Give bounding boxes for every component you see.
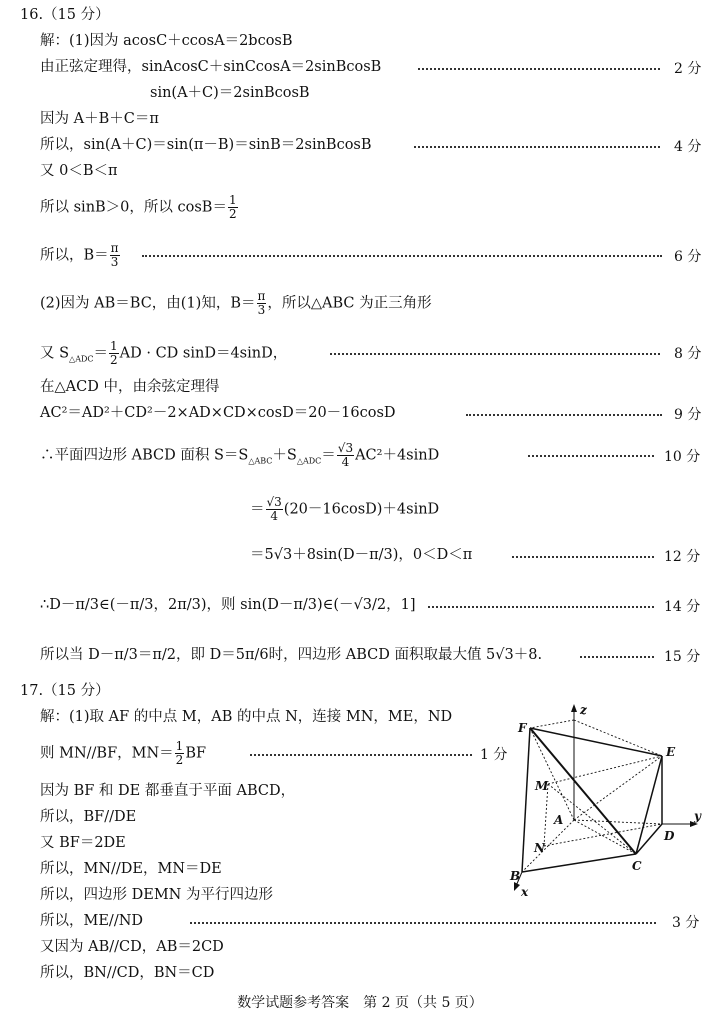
leader-dots <box>466 414 662 417</box>
z-arrow-icon <box>571 704 577 712</box>
q16-line: sin(A＋C)＝2sinBcosB <box>150 85 310 101</box>
q16-line: 所以当 D－π/3＝π/2，即 D＝5π/6时，四边形 ABCD 面积取最大值 5√3＋8. <box>40 647 543 663</box>
score-mark: 4 分 <box>674 139 702 155</box>
fraction: $\frac{1}{2}$ <box>175 739 184 767</box>
q16-line: 又 0＜B＜π <box>40 163 118 179</box>
q17-line: 所以，BF//DE <box>40 809 137 825</box>
score-mark: 10 分 <box>664 449 701 465</box>
label-F: F <box>518 721 527 735</box>
label-N: N <box>534 841 545 855</box>
leader-dots <box>512 556 654 559</box>
q16-line: 又 $S_{\triangle ADC}=$ $\frac{1}{2}$ AD · CD sinD＝4sinD， <box>40 339 288 367</box>
leader-dots <box>142 255 662 258</box>
score-mark: 12 分 <box>664 549 701 565</box>
fraction: $\frac{\pi}{3}$ <box>257 289 266 317</box>
q17-line: 所以，四边形 DEMN 为平行四边形 <box>40 887 273 903</box>
fraction: $\frac{\pi}{3}$ <box>110 241 119 269</box>
page-footer: 数学试题参考答案 第 2 页（共 5 页） <box>237 995 483 1011</box>
q16-line: (2)因为 AB＝BC，由(1)知，B＝ $\frac{\pi}{3}$ ，所以△ABC 为正三角形 <box>40 289 432 317</box>
score-mark: 8 分 <box>674 346 702 362</box>
score-mark: 2 分 <box>674 61 702 77</box>
score-mark: 15 分 <box>664 649 701 665</box>
leader-dots <box>250 754 472 757</box>
q17-line: 又 BF＝2DE <box>40 835 126 851</box>
score-mark: 9 分 <box>674 407 702 423</box>
leader-dots <box>528 455 654 458</box>
q16-line: 解：(1)因为 acosC＋ccosA＝2bcosB <box>40 33 293 49</box>
q17-line: 又因为 AB//CD，AB＝2CD <box>40 939 224 955</box>
score-mark: 6 分 <box>674 249 702 265</box>
q16-line: 在△ACD 中，由余弦定理得 <box>40 379 220 395</box>
score-mark: 3 分 <box>672 915 700 931</box>
leader-dots <box>414 146 660 149</box>
score-mark: 14 分 <box>664 599 701 615</box>
q16-line: 所以 sinB＞0，所以 cosB＝ $\frac{1}{2}$ <box>40 193 237 221</box>
leader-dots <box>190 922 656 925</box>
label-B: B <box>510 869 521 883</box>
label-C: C <box>632 859 642 873</box>
leader-dots <box>428 606 654 609</box>
label-y: y <box>694 809 701 823</box>
q17-heading: 17.（15 分） <box>20 683 110 699</box>
q17-line: 所以，MN//DE，MN＝DE <box>40 861 222 877</box>
fraction: $\frac{√3}{4}$ <box>266 495 282 523</box>
q16-line: AC²＝AD²＋CD²－2×AD×CD×cosD＝20－16cosD <box>40 405 396 421</box>
q16-line: ＝5√3＋8sin(D－π/3)，0＜D＜π <box>250 547 473 563</box>
label-E: E <box>666 745 676 759</box>
label-M: M <box>535 779 549 793</box>
q17-line: 因为 BF 和 DE 都垂直于平面 ABCD， <box>40 783 296 799</box>
label-A: A <box>554 813 564 827</box>
leader-dots <box>418 68 660 71</box>
q16-line: 由正弦定理得，sinAcosC＋sinCcosA＝2sinBcosB <box>40 59 382 75</box>
q16-line: 因为 A＋B＋C＝π <box>40 111 159 127</box>
q16-line: 所以，sin(A＋C)＝sin(π－B)＝sinB＝2sinBcosB <box>40 137 372 153</box>
q17-line: 所以，ME//ND <box>40 913 144 929</box>
q17-line: 解：(1)取 AF 的中点 M，AB 的中点 N，连接 MN，ME，ND <box>40 709 453 725</box>
geometry-figure <box>508 700 708 900</box>
score-mark: 1 分 <box>480 747 508 763</box>
fraction: $\frac{√3}{4}$ <box>337 441 354 469</box>
q17-line: 则 MN//BF，MN＝ $\frac{1}{2}$ BF <box>40 739 207 767</box>
fraction: $\frac{1}{2}$ <box>228 193 237 221</box>
q16-line: ∴平面四边形 ABCD 面积 $S=S_{\triangle ABC}+S_{\triangle ADC}=$ $\frac{√3}{4}$ AC²＋4sinD <box>40 441 440 469</box>
edge-FB <box>522 728 530 872</box>
label-D: D <box>664 829 675 843</box>
label-x: x <box>521 885 529 899</box>
edge-BC <box>522 854 636 872</box>
q16-line: ∴D－π/3∈(－π/3，2π/3)，则 sin(D－π/3)∈(－√3/2，1] <box>40 597 416 613</box>
leader-dots <box>580 656 654 659</box>
q16-line: ＝ $\frac{√3}{4}$ (20－16cosD)＋4sinD <box>250 495 440 523</box>
fraction: $\frac{1}{2}$ <box>110 339 118 367</box>
label-z: z <box>580 703 587 717</box>
q16-line: 所以，B＝ $\frac{\pi}{3}$ <box>40 241 119 269</box>
q16-heading: 16.（15 分） <box>20 7 110 23</box>
leader-dots <box>330 353 660 356</box>
q17-line: 所以，BN//CD，BN＝CD <box>40 965 215 981</box>
